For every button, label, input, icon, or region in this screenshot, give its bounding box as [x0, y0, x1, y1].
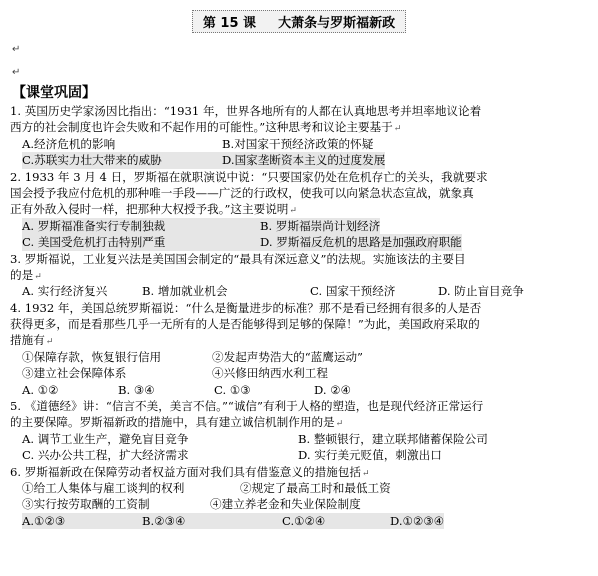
question-4-line-3: 措施有↵ — [10, 333, 54, 348]
q6-option-a[interactable]: A.①②③ — [22, 513, 142, 529]
q2-option-b[interactable]: B. 罗斯福崇尚计划经济 — [260, 218, 381, 233]
q2-option-c[interactable]: C. 美国受危机打击特别严重 — [22, 234, 260, 250]
question-4-items-row-1 — [10, 349, 592, 365]
question-5-line-2: 的主要保障。罗斯福新政的措施中，具有建立诚信机制作用的是↵ — [10, 415, 344, 430]
q6-option-b[interactable]: B.②③④ — [142, 513, 282, 529]
q3-option-d[interactable]: D. 防止盲目竞争 — [438, 284, 524, 299]
question-3-options-row — [10, 283, 592, 299]
question-6-items-row-2 — [10, 496, 592, 512]
question-1-options-row-2 — [10, 152, 592, 168]
title-bar — [0, 10, 598, 33]
q4-option-c[interactable]: C. ①③ — [214, 382, 251, 397]
q6-option-d[interactable]: D.①②③④ — [390, 513, 445, 528]
question-6-options-row — [10, 513, 592, 529]
question-4-options-row — [10, 382, 592, 398]
question-2-line-3: 正有外敌入侵时一样，把那种大权授予我。”这主要说明↵ — [10, 202, 297, 217]
q4-item-4: ④兴修田纳西水利工程 — [212, 366, 328, 381]
q3-option-c[interactable]: C. 国家干预经济 — [310, 284, 396, 299]
q4-item-3: ③建立社会保障体系 — [22, 366, 127, 381]
question-3-line-1: 3. 罗斯福说，工业复兴法是美国国会制定的“最具有深远意义”的法规。实施该法的主要目 — [10, 251, 466, 266]
q3-option-b[interactable]: B. 增加就业机会 — [142, 284, 228, 299]
question-list — [10, 103, 592, 529]
q6-item-2: ②规定了最高工时和最低工资 — [240, 480, 391, 495]
q5-option-d[interactable]: D. 实行美元贬值，刺激出口 — [298, 448, 442, 463]
question-5-options-row-2 — [10, 447, 592, 463]
q2-option-d[interactable]: D. 罗斯福反危机的思路是加强政府职能 — [260, 235, 462, 250]
paragraph-mark-icon: ↵ — [12, 44, 21, 55]
q6-option-c[interactable]: C.①②④ — [282, 513, 390, 529]
question-4-line-1: 4. 1932 年，美国总统罗斯福说：“什么是衡量进步的标准？那不是看已经拥有很多的人是否 — [10, 300, 482, 315]
q4-option-a[interactable]: A. ①② — [22, 382, 59, 397]
q5-option-c[interactable]: C. 兴办公共工程，扩大经济需求 — [22, 448, 189, 463]
lesson-name: 大萧条与罗斯福新政 — [278, 16, 396, 31]
q1-option-a[interactable]: A.经济危机的影响 — [22, 136, 116, 151]
q5-option-a[interactable]: A. 调节工业生产，避免盲目竞争 — [22, 431, 189, 446]
question-2-options-row-1 — [10, 218, 592, 234]
q2-option-a[interactable]: A. 罗斯福准备实行专制独裁 — [22, 218, 260, 234]
q5-option-b[interactable]: B. 整顿银行，建立联邦储蓄保险公司 — [298, 431, 488, 446]
q1-option-b[interactable]: B.对国家干预经济政策的怀疑 — [222, 136, 374, 151]
question-6-items-row-1 — [10, 480, 592, 496]
question-5-line-1: 5. 《道德经》讲：“信言不美，美言不信。”“诚信”有利于人格的塑造，也是现代经济正常运行 — [10, 399, 484, 414]
q4-item-2: ②发起声势浩大的“蓝鹰运动” — [212, 349, 363, 364]
question-2-line-2: 国会授予我应付危机的那种唯一手段——广泛的行政权，使我可以向紧急状态宣战，就象真 — [10, 185, 474, 200]
lesson-number: 第 15 课 — [202, 16, 257, 31]
question-1-line-1: 1. 英国历史学家汤因比指出：“1931 年，世界各地所有的人都在认真地思考并坦率地议论着 — [10, 104, 482, 118]
question-5-options-row-1 — [10, 431, 592, 447]
q1-option-d[interactable]: D.国家垄断资本主义的过度发展 — [222, 153, 386, 168]
q6-item-3: ③实行按劳取酬的工资制 — [22, 497, 150, 512]
q1-option-c[interactable]: C.苏联实力壮大带来的威胁 — [22, 152, 222, 168]
lesson-title — [192, 10, 406, 33]
q6-item-4: ④建立养老金和失业保险制度 — [210, 497, 361, 512]
q4-option-d[interactable]: D. ②④ — [314, 382, 352, 397]
question-1-options-row-1 — [10, 136, 592, 152]
q3-option-a[interactable]: A. 实行经济复兴 — [22, 284, 108, 299]
question-2-options-row-2 — [10, 234, 592, 250]
section-heading: 【课堂巩固】 — [12, 85, 96, 101]
question-3-line-2: 的是↵ — [10, 267, 42, 282]
question-2-line-1: 2. 1933 年 3 月 4 日，罗斯福在就职演说中说：“只要国家仍处在危机存亡的关头，我就要求 — [10, 169, 488, 184]
question-4-line-2: 获得更多，而是看那些几乎一无所有的人是否能够得到足够的保障！”为此，美国政府采取的 — [10, 317, 480, 332]
q6-item-1: ①给工人集体与雇工谈判的权利 — [22, 480, 185, 495]
q4-option-b[interactable]: B. ③④ — [118, 382, 155, 397]
question-6-line-1: 6. 罗斯福新政在保障劳动者权益方面对我们具有借鉴意义的措施包括↵ — [10, 464, 370, 479]
question-4-items-row-2 — [10, 365, 592, 381]
question-1-line-2: 西方的社会制度也许会失败和不起作用的可能性。”这种思考和议论主要基于↵ — [10, 120, 402, 135]
q4-item-1: ①保障存款，恢复银行信用 — [22, 349, 162, 364]
paragraph-mark-icon: ↵ — [12, 67, 21, 78]
